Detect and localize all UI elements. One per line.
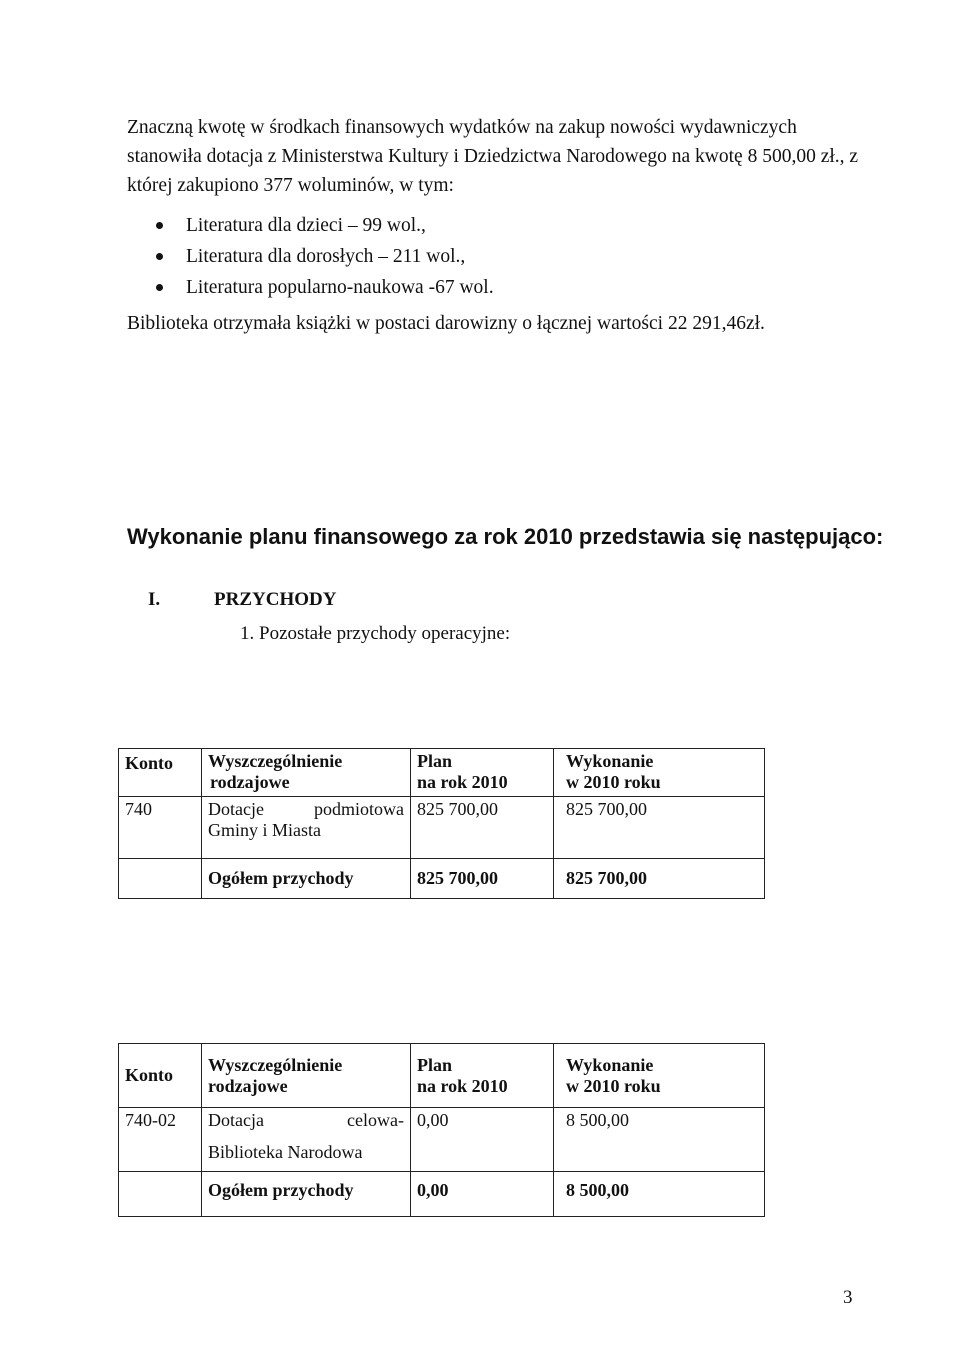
income-table-targeted	[118, 1043, 765, 1217]
row-plan: 825 700,00	[411, 797, 554, 859]
header-plan: Plan na rok 2010	[411, 1044, 554, 1108]
row-konto: 740-02	[119, 1108, 202, 1172]
intro-line-3: której zakupiono 377 woluminów, w tym:	[127, 175, 454, 196]
header-wykonanie: Wykonanie w 2010 roku	[554, 1044, 765, 1108]
list-item: Literatura dla dorosłych – 211 wol.,	[150, 241, 494, 272]
row-konto: 740	[119, 797, 202, 859]
page-number: 3	[843, 1287, 853, 1308]
intro-line-1: Znaczną kwotę w środkach finansowych wydatków na zakup nowości wydawniczych	[127, 117, 797, 138]
table-total-row	[119, 1172, 765, 1217]
total-wykonanie: 8 500,00	[554, 1172, 765, 1217]
row-plan: 0,00	[411, 1108, 554, 1172]
header-wyszczegolnienie: Wyszczególnienie rodzajowe	[202, 749, 411, 797]
book-category-list	[150, 210, 494, 303]
header-plan: Plan na rok 2010	[411, 749, 554, 797]
total-label: Ogółem przychody	[202, 859, 411, 899]
total-plan: 0,00	[411, 1172, 554, 1217]
table-row	[119, 797, 765, 859]
table-row	[119, 1108, 765, 1172]
total-plan: 825 700,00	[411, 859, 554, 899]
donation-line: Biblioteka otrzymała książki w postaci darowizny o łącznej wartości 22 291,46zł.	[127, 313, 765, 334]
section-number: I.	[148, 589, 161, 610]
header-wyszczegolnienie: Wyszczególnienie rodzajowe	[202, 1044, 411, 1108]
row-wykonanie: 825 700,00	[554, 797, 765, 859]
table-header-row	[119, 749, 765, 797]
section-heading: Wykonanie planu finansowego za rok 2010 przedstawia się następująco:	[127, 524, 884, 549]
subsection-title: 1. Pozostałe przychody operacyjne:	[240, 623, 511, 644]
list-item: Literatura dla dzieci – 99 wol.,	[150, 210, 494, 241]
row-description: Dotacja celowa- Biblioteka Narodowa	[202, 1108, 411, 1172]
header-konto: Konto	[119, 749, 202, 797]
intro-line-2: stanowiła dotacja z Ministerstwa Kultury i Dziedzictwa Narodowego na kwotę 8 500,00 zł., z	[127, 146, 859, 167]
header-wykonanie: Wykonanie w 2010 roku	[554, 749, 765, 797]
row-description: Dotacje podmiotowa Gminy i Miasta	[202, 797, 411, 859]
table-total-row	[119, 859, 765, 899]
row-wykonanie: 8 500,00	[554, 1108, 765, 1172]
income-table-operational	[118, 748, 765, 899]
total-wykonanie: 825 700,00	[554, 859, 765, 899]
total-label: Ogółem przychody	[202, 1172, 411, 1217]
header-konto: Konto	[119, 1044, 202, 1108]
intro-paragraph	[127, 113, 862, 200]
list-item: Literatura popularno-naukowa -67 wol.	[150, 272, 494, 303]
table-header-row	[119, 1044, 765, 1108]
section-title: PRZYCHODY	[214, 589, 337, 610]
